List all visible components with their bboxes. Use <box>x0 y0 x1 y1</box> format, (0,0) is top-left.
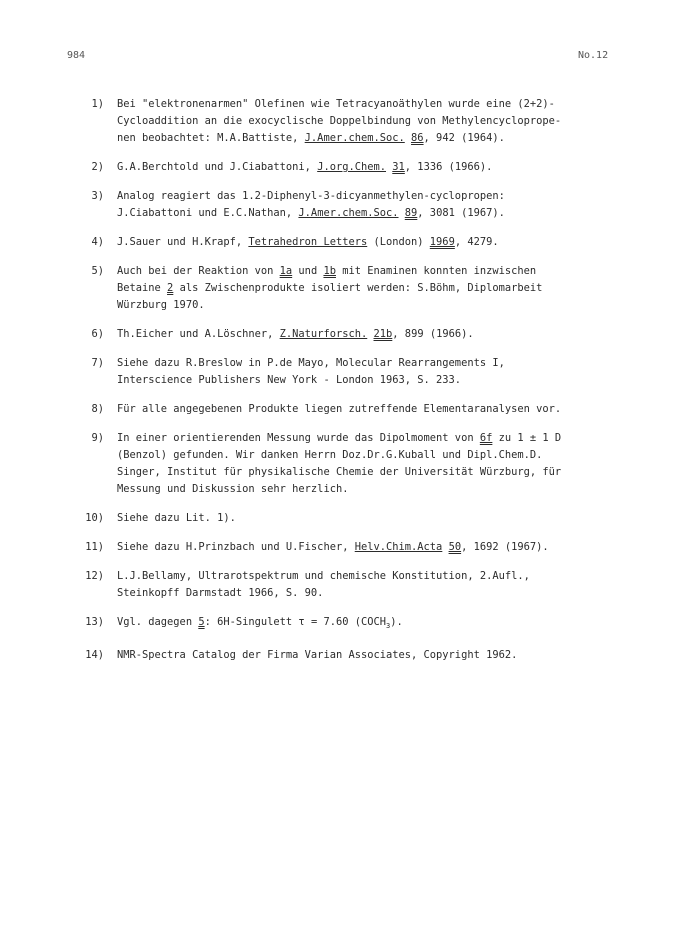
text-segment: J.Ciabattoni und E.C.Nathan, <box>117 207 299 219</box>
text-segment: Siehe dazu H.Prinzbach und U.Fischer, <box>117 541 355 553</box>
text-segment: : 6H-Singulett τ = 7.60 (COCH <box>204 616 387 628</box>
text-segment: Für alle angegebenen Produkte liegen zutreffende Elementaranalysen vor. <box>117 403 562 415</box>
text-segment: (London) <box>367 236 430 248</box>
footnote-line <box>117 263 620 280</box>
text-segment: NMR-Spectra Catalog der Firma Varian Associates, Copyright 1962. <box>117 649 518 662</box>
text-segment: Steinkopff Darmstadt 1966, S. 90. <box>117 587 324 599</box>
footnote-list <box>80 96 620 676</box>
footnote <box>80 430 620 498</box>
text-segment: Analog reagiert das 1.2-Diphenyl-3-dicyanmethylen-cyclopropen: <box>117 190 505 202</box>
text-segment: , 3081 (1967). <box>417 207 505 219</box>
text-segment: Vgl. dagegen <box>117 616 199 628</box>
footnote-line <box>117 113 620 130</box>
text-segment: als Zwischenprodukte isoliert werden: S.Böhm, Diplomarbeit <box>173 282 543 294</box>
footnote-line <box>117 481 620 498</box>
text-segment: Auch bei der Reaktion von <box>117 265 280 277</box>
text-segment: , 1692 (1967). <box>461 541 549 553</box>
footnote-line <box>117 130 620 147</box>
footnote-line <box>117 188 620 205</box>
text-segment: J.Sauer und H.Krapf, <box>117 236 249 248</box>
volume-number: 21b <box>373 328 393 340</box>
footnote <box>80 234 620 251</box>
footnote <box>80 539 620 556</box>
footnote <box>80 96 620 147</box>
footnote-line <box>117 159 620 176</box>
footnote-number: 10) <box>85 512 104 524</box>
footnote-line <box>117 372 620 389</box>
volume-number: 1a <box>279 265 293 277</box>
volume-number: 89 <box>404 207 418 219</box>
footnote-line <box>117 539 620 556</box>
text-segment: L.J.Bellamy, Ultrarotspektrum und chemische Konstitution, 2.Aufl., <box>117 570 530 582</box>
footnote-line <box>117 96 620 113</box>
text-segment: Cycloaddition an die exocyclische Doppelbindung von Methylencycloprope- <box>117 115 562 127</box>
footnote-number: 3) <box>91 190 104 202</box>
volume-number: 5 <box>198 616 205 628</box>
volume-number: 2 <box>167 282 174 294</box>
footnote <box>80 614 620 635</box>
text-segment: , 1336 (1966). <box>404 161 493 173</box>
footnote <box>80 510 620 527</box>
footnote <box>80 188 620 222</box>
footnote-number: 8) <box>91 403 104 415</box>
footnote-line <box>117 297 620 314</box>
footnote-number: 7) <box>91 357 104 369</box>
footnote-number: 2) <box>91 161 104 173</box>
footnote-number: 5) <box>91 265 104 277</box>
text-segment: , 4279. <box>454 236 499 248</box>
text-segment: Bei "elektronenarmen" Olefinen wie Tetracyanoäthylen wurde eine (2+2)- <box>117 98 555 110</box>
footnote-line <box>117 280 620 297</box>
journal-title: Tetrahedron Letters <box>248 236 368 248</box>
footnote-line <box>117 510 620 527</box>
footnote <box>80 647 620 664</box>
volume-number: 6f <box>479 432 493 444</box>
footnote-line <box>117 647 620 664</box>
volume-number: 50 <box>448 541 462 553</box>
journal-title: J.Amer.chem.Soc. <box>298 207 399 219</box>
text-segment: mit Enaminen konnten inzwischen <box>335 265 537 277</box>
text-segment: Th.Eicher und A.Löschner, <box>117 328 280 340</box>
journal-title: J.Amer.chem.Soc. <box>304 132 405 144</box>
journal-title: Z.Naturforsch. <box>279 328 368 340</box>
footnote-number: 9) <box>91 432 104 444</box>
text-segment: zu 1 ± 1 D <box>492 432 562 444</box>
text-segment: nen beobachtet: M.A.Battiste, <box>117 132 305 144</box>
journal-title: J.org.Chem. <box>317 161 387 173</box>
footnote <box>80 568 620 602</box>
footnote-number: 12) <box>85 570 104 582</box>
text-segment: , 942 (1964). <box>423 132 505 144</box>
footnote-line <box>117 355 620 372</box>
footnote <box>80 326 620 343</box>
journal-number: No.12 <box>578 50 609 61</box>
volume-number: 86 <box>411 132 424 144</box>
footnote-line <box>117 614 620 635</box>
text-segment: Singer, Institut für physikalische Chemie der Universität Würzburg, für <box>117 466 562 478</box>
text-segment: Siehe dazu R.Breslow in P.de Mayo, Molecular Rearrangements I, <box>117 357 505 369</box>
footnote <box>80 159 620 176</box>
footnote-number: 13) <box>85 616 104 628</box>
footnote-line <box>117 464 620 481</box>
text-segment: Betaine <box>117 282 168 294</box>
footnote <box>80 355 620 389</box>
volume-number: 1b <box>323 265 336 277</box>
footnote-number: 6) <box>91 328 104 340</box>
footnote <box>80 401 620 418</box>
text-segment: Siehe dazu Lit. 1). <box>117 512 236 524</box>
footnote-line <box>117 430 620 447</box>
footnote-line <box>117 326 620 343</box>
footnote-line <box>117 234 620 251</box>
journal-title: Helv.Chim.Acta <box>354 541 443 553</box>
footnote-line <box>117 585 620 602</box>
footnote-number: 11) <box>85 541 104 553</box>
text-segment: , 899 (1966). <box>392 328 474 340</box>
footnote-number: 1) <box>91 98 104 110</box>
volume-number: 1969 <box>429 236 455 248</box>
text-segment: Interscience Publishers New York - London 1963, S. 233. <box>117 374 462 386</box>
page-number: 984 <box>67 50 86 61</box>
text-segment: und <box>292 265 324 277</box>
text-segment: (Benzol) gefunden. Wir danken Herrn Doz.Dr.G.Kuball und Dipl.Chem.D. <box>117 449 543 461</box>
footnote-line <box>117 568 620 585</box>
text-segment: Messung und Diskussion sehr herzlich. <box>117 483 349 495</box>
volume-number: 31 <box>392 161 405 173</box>
footnote-line <box>117 447 620 464</box>
footnote-number: 4) <box>91 236 104 248</box>
footnote-line <box>117 401 620 418</box>
footnote <box>80 263 620 314</box>
text-segment: G.A.Berchtold und J.Ciabattoni, <box>117 161 318 173</box>
text-segment: Würzburg 1970. <box>117 299 205 311</box>
text-segment: In einer orientierenden Messung wurde das Dipolmoment von <box>117 432 480 444</box>
text-segment: ). <box>390 616 403 628</box>
footnote-number: 14) <box>85 649 104 662</box>
footnote-line <box>117 205 620 222</box>
subscript: 3 <box>386 622 391 631</box>
